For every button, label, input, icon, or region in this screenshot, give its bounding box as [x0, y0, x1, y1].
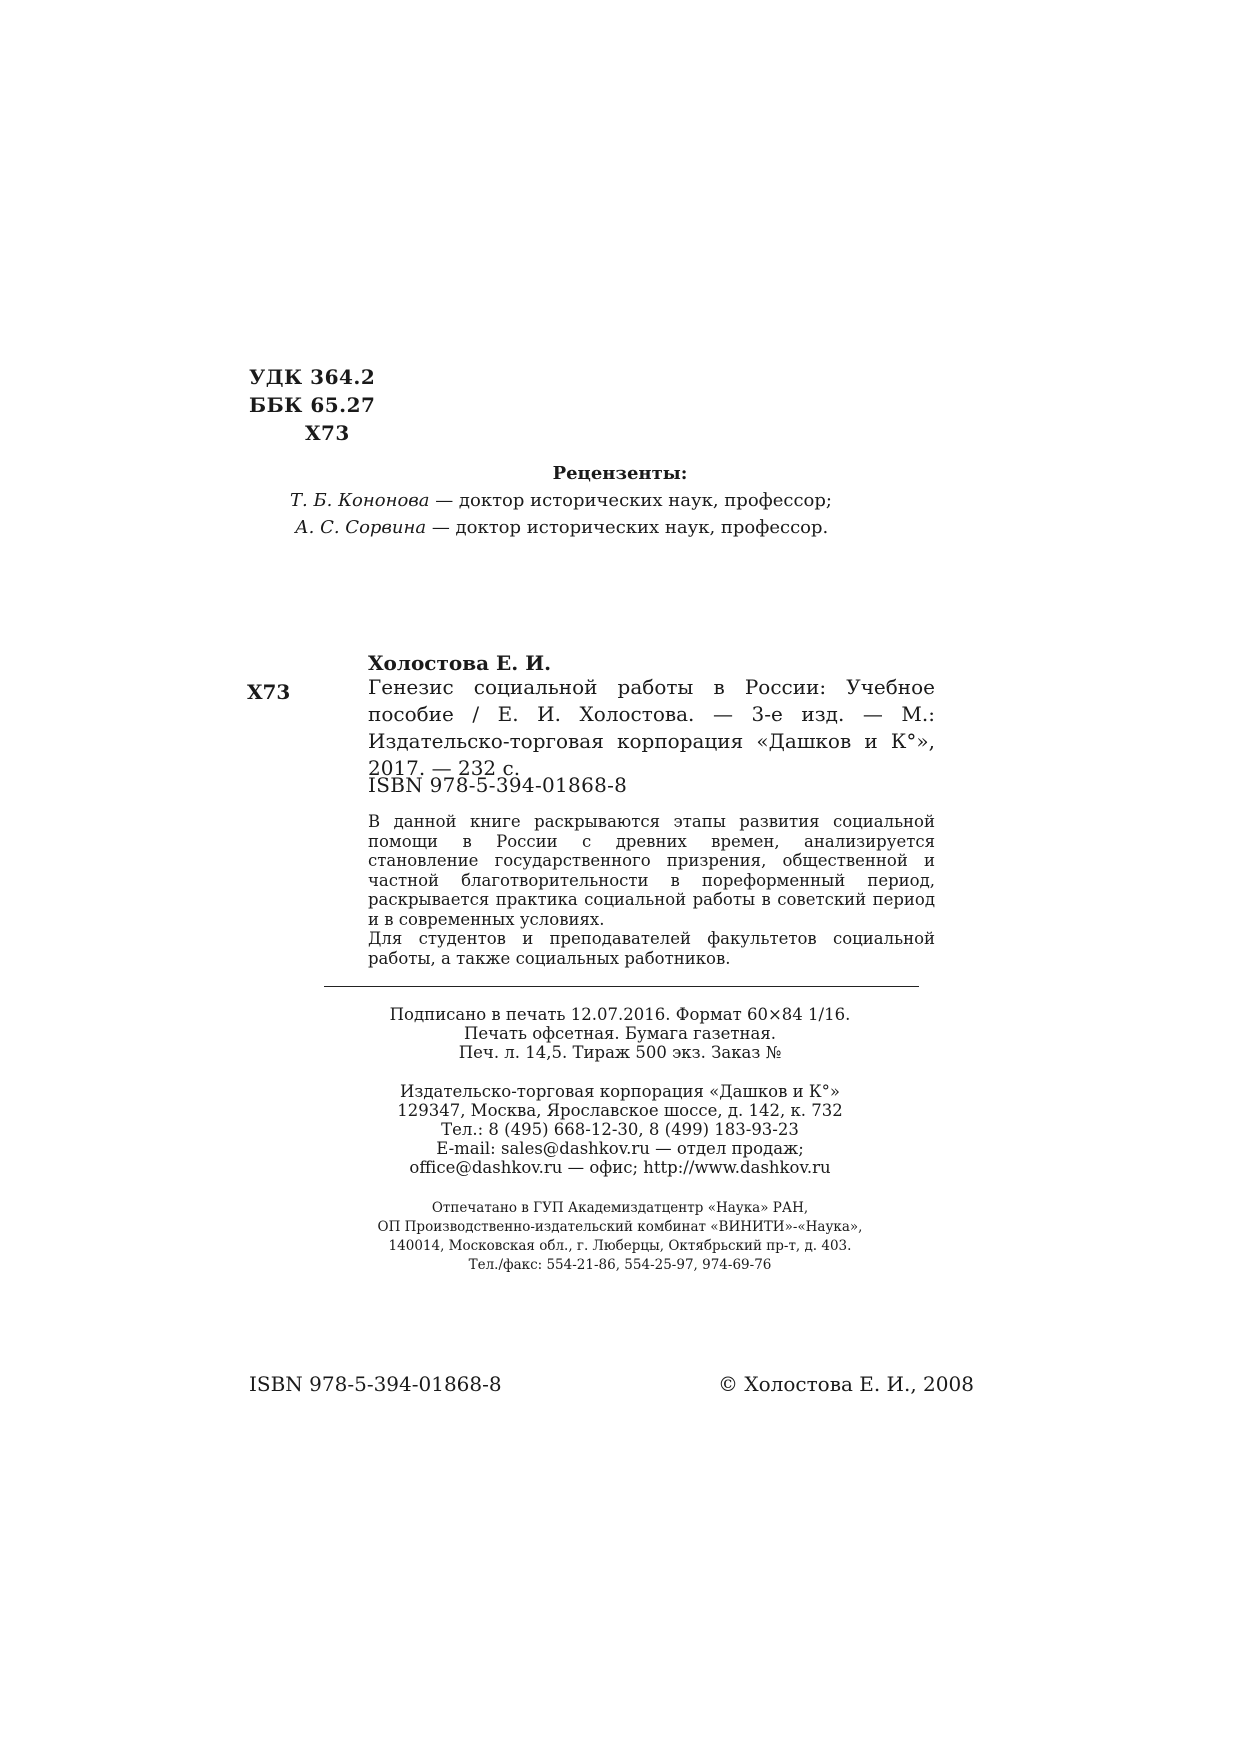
publisher-line-4: E-mail: sales@dashkov.ru — отдел продаж; — [436, 1139, 804, 1158]
book-citation: Генезис социальной работы в России: Учебное пособие / Е. И. Холостова. — 3-е изд. — М.: Издательско-торговая корпорация «Дашков и К°», 2017. — 232 с. — [368, 675, 935, 780]
publisher-line-5: office@dashkov.ru — офис; http://www.dashkov.ru — [409, 1158, 831, 1177]
book-author: Холостова Е. И. — [368, 651, 552, 675]
divider-rule — [324, 986, 919, 987]
abstract-paragraph-1: В данной книге раскрываются этапы развития социальной помощи в России с древних времен, анализируется становление государственного призрения, общественной и частной благотворительности в пореформенный период, раскрывается практика социальной работы в советский период и в современных условиях. — [368, 812, 935, 929]
printer-line-3: 140014, Московская обл., г. Люберцы, Октябрьский пр-т, д. 403. — [388, 1238, 852, 1254]
reviewers-title: Рецензенты: — [552, 463, 688, 484]
print-details-line-2: Печать офсетная. Бумага газетная. — [463, 1024, 777, 1043]
footer-copyright — [718, 1372, 974, 1396]
publisher-line-1: Издательско-торговая корпорация «Дашков и К°» — [399, 1082, 840, 1101]
printer-line-4: Тел./факс: 554-21-86, 554-25-97, 974-69-76 — [468, 1257, 772, 1273]
book-abstract — [368, 812, 935, 968]
footer-isbn: ISBN 978-5-394-01868-8 — [249, 1372, 502, 1396]
book-author-mark: Х73 — [247, 680, 291, 704]
publisher-line-3: Тел.: 8 (495) 668-12-30, 8 (499) 183-93-23 — [441, 1120, 799, 1139]
abstract-paragraph-2: Для студентов и преподавателей факультетов социальной работы, а также социальных работников. — [368, 929, 935, 968]
reviewer-1-desc: — доктор исторических наук, профессор; — [429, 490, 832, 511]
reviewer-2-desc: — доктор исторических наук, профессор. — [426, 517, 829, 538]
reviewer-1 — [290, 490, 832, 511]
printer-line-2: ОП Производственно-издательский комбинат «ВИНИТИ»-«Наука», — [377, 1219, 863, 1235]
bbk-code: ББК 65.27 — [249, 393, 376, 417]
author-mark: Х73 — [305, 421, 350, 445]
print-details-line-3: Печ. л. 14,5. Тираж 500 экз. Заказ № — [458, 1043, 782, 1062]
publisher-line-2: 129347, Москва, Ярославское шоссе, д. 142, к. 732 — [397, 1101, 843, 1120]
reviewer-2 — [295, 517, 828, 538]
book-isbn: ISBN 978-5-394-01868-8 — [368, 773, 628, 797]
reviewer-1-name: Т. Б. Кононова — [290, 490, 430, 511]
copyright-symbol: © — [718, 1372, 745, 1396]
udk-code: УДК 364.2 — [249, 365, 376, 389]
print-details-line-1: Подписано в печать 12.07.2016. Формат 60×84 1/16. — [389, 1005, 851, 1024]
printer-line-1: Отпечатано в ГУП Академиздатцентр «Наука» РАН, — [431, 1200, 809, 1216]
copyright-text: Холостова Е. И., 2008 — [744, 1372, 974, 1396]
reviewer-2-name: А. С. Сорвина — [295, 517, 427, 538]
